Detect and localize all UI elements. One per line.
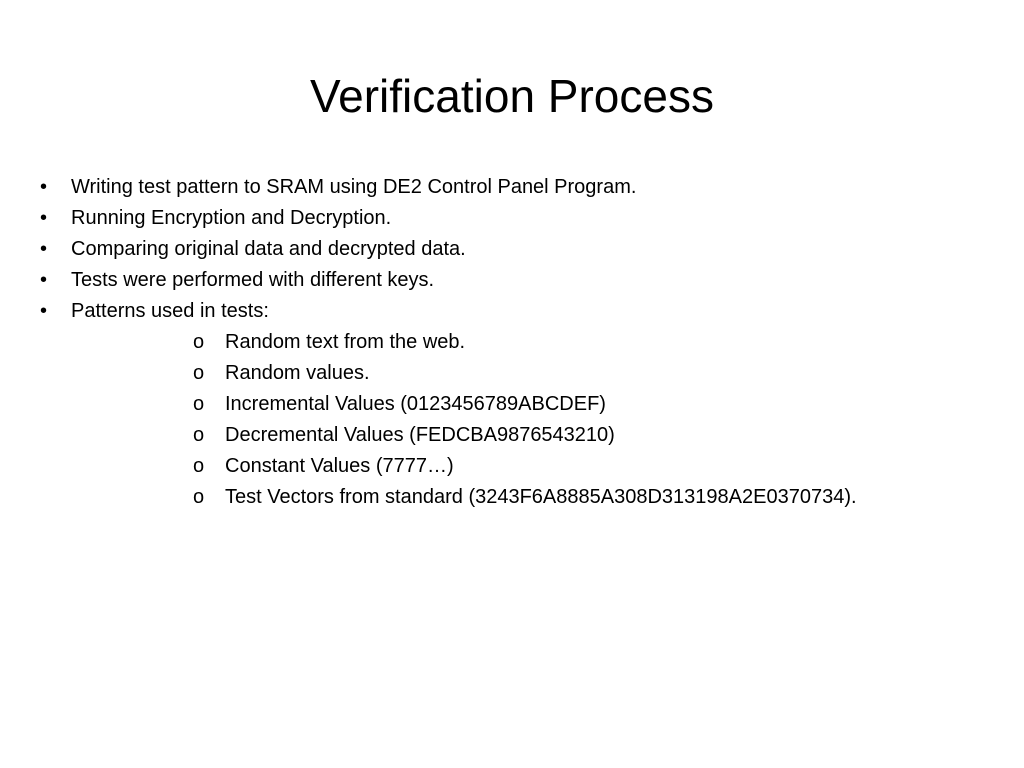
sub-bullet-marker: o [193, 331, 205, 353]
bullet-text: Tests were performed with different keys. [71, 269, 435, 291]
slide-title: Verification Process [310, 70, 714, 122]
sub-bullet-marker: o [193, 455, 205, 477]
sub-bullet-text: Random text from the web. [225, 331, 466, 353]
bullet-text: Writing test pattern to SRAM using DE2 Control Panel Program. [71, 176, 637, 198]
bullet-text: Patterns used in tests: [71, 300, 269, 322]
bullet-item [40, 296, 1000, 327]
sub-bullet-item [40, 420, 1000, 451]
bullet-item [40, 265, 1000, 296]
sub-bullet-marker: o [193, 486, 205, 508]
sub-bullet-item [40, 358, 1000, 389]
bullet-item [40, 234, 1000, 265]
sub-bullet-text: Decremental Values (FEDCBA9876543210) [225, 424, 615, 446]
sub-bullet-item [40, 327, 1000, 358]
bullet-text: Running Encryption and Decryption. [71, 207, 392, 229]
sub-bullet-item [40, 482, 1000, 513]
bullet-item [40, 203, 1000, 234]
bullet-marker: • [40, 207, 48, 229]
bullet-item [40, 172, 1000, 203]
bullet-marker: • [40, 176, 48, 198]
bullet-marker: • [40, 238, 48, 260]
sub-bullet-item [40, 451, 1000, 482]
sub-bullet-text: Incremental Values (0123456789ABCDEF) [225, 393, 606, 415]
bullet-marker: • [40, 269, 48, 291]
bullet-text: Comparing original data and decrypted data. [71, 238, 466, 260]
sub-bullet-text: Constant Values (7777…) [225, 455, 454, 477]
sub-bullet-marker: o [193, 393, 205, 415]
sub-bullet-text: Random values. [225, 362, 370, 384]
sub-bullet-text: Test Vectors from standard (3243F6A8885A308D313198A2E0370734). [225, 486, 857, 508]
sub-bullet-item [40, 389, 1000, 420]
sub-bullet-marker: o [193, 362, 205, 384]
sub-bullet-marker: o [193, 424, 205, 446]
bullet-list [40, 172, 1000, 513]
bullet-marker: • [40, 300, 48, 322]
